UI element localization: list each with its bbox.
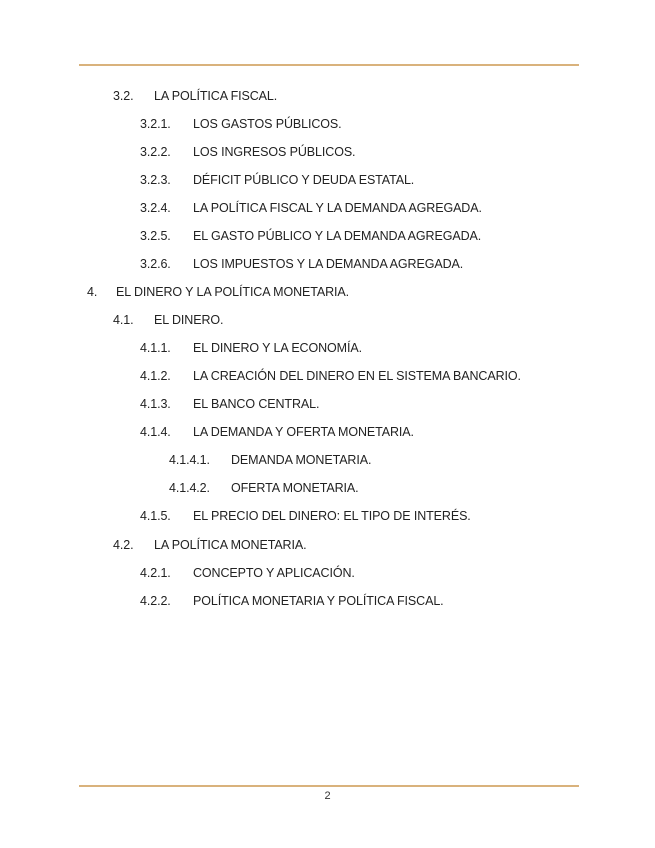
toc-entry-title: LA POLÍTICA FISCAL Y LA DEMANDA AGREGADA. <box>193 201 482 215</box>
toc-entry-title: EL DINERO. <box>154 313 224 327</box>
toc-entry-number: 3.2. <box>113 89 134 103</box>
toc-entry-number: 4.1.1. <box>140 341 171 355</box>
toc-entry-title: LA POLÍTICA MONETARIA. <box>154 538 307 552</box>
toc-entry-title: LA POLÍTICA FISCAL. <box>154 89 278 103</box>
toc-entry-title: EL GASTO PÚBLICO Y LA DEMANDA AGREGADA. <box>193 229 482 243</box>
toc-entry-title: CONCEPTO Y APLICACIÓN. <box>193 566 355 580</box>
toc-entry-number: 3.2.5. <box>140 229 171 243</box>
toc-entry-title: POLÍTICA MONETARIA Y POLÍTICA FISCAL. <box>193 594 444 608</box>
toc-entry-number: 4. <box>87 285 98 299</box>
toc-entry-number: 3.2.3. <box>140 173 171 187</box>
toc-entry-title: OFERTA MONETARIA. <box>231 481 359 495</box>
toc-entry-number: 3.2.2. <box>140 145 171 159</box>
toc-entry-number: 4.1.2. <box>140 369 171 383</box>
toc-entry-title: LA DEMANDA Y OFERTA MONETARIA. <box>193 425 414 439</box>
toc-entry-number: 4.1.4. <box>140 425 171 439</box>
toc-entry-title: DÉFICIT PÚBLICO Y DEUDA ESTATAL. <box>193 173 415 187</box>
toc-entry-number: 4.2. <box>113 538 134 552</box>
toc-entry-number: 3.2.6. <box>140 257 171 271</box>
toc-entry-number: 3.2.1. <box>140 117 171 131</box>
toc-entry-number: 4.1.5. <box>140 509 171 523</box>
toc-entry-title: EL DINERO Y LA ECONOMÍA. <box>193 341 362 355</box>
toc-entry-number: 3.2.4. <box>140 201 171 215</box>
toc-entry-title: DEMANDA MONETARIA. <box>231 453 372 467</box>
toc-entry-title: LOS INGRESOS PÚBLICOS. <box>193 145 356 159</box>
toc-entry-title: LOS GASTOS PÚBLICOS. <box>193 117 342 131</box>
toc-entry-number: 4.1.3. <box>140 397 171 411</box>
toc-entry-number: 4.2.1. <box>140 566 171 580</box>
toc-entry-title: EL BANCO CENTRAL. <box>193 397 320 411</box>
toc-entry-title: LA CREACIÓN DEL DINERO EN EL SISTEMA BANCARIO. <box>193 369 521 383</box>
toc-entry-number: 4.2.2. <box>140 594 171 608</box>
toc-entry-number: 4.1.4.2. <box>169 481 210 495</box>
page-number: 2 <box>324 790 331 802</box>
toc-entry-title: EL DINERO Y LA POLÍTICA MONETARIA. <box>116 285 350 299</box>
toc-entry-number: 4.1. <box>113 313 134 327</box>
toc-entry-number: 4.1.4.1. <box>169 453 210 467</box>
toc-entry-title: EL PRECIO DEL DINERO: EL TIPO DE INTERÉS. <box>193 509 471 523</box>
footer-rule <box>79 785 579 787</box>
toc-entry-title: LOS IMPUESTOS Y LA DEMANDA AGREGADA. <box>193 257 464 271</box>
